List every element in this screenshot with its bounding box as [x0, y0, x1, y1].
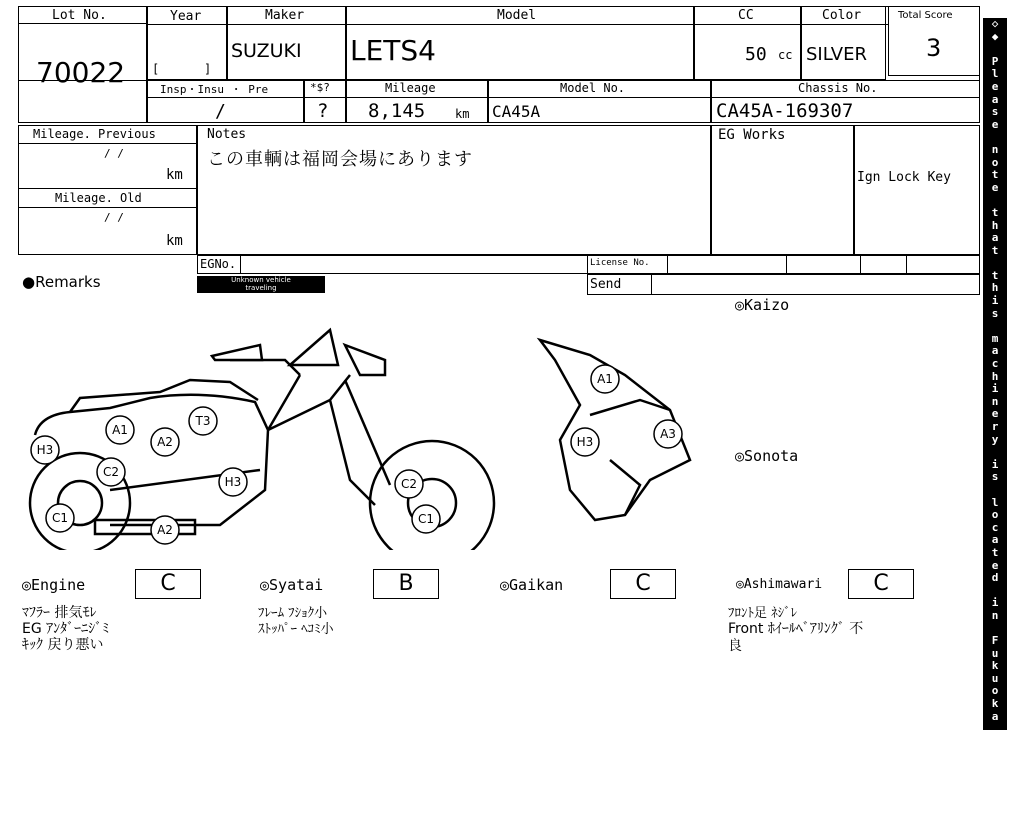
sidebar-char: i: [991, 457, 999, 471]
license-sep-2: [786, 255, 787, 274]
color-value: SILVER: [806, 44, 867, 65]
sidebar-char: [983, 786, 1007, 799]
mark-h3-front: [571, 428, 599, 456]
lot-label-divider: [18, 23, 147, 24]
mark-h3-rear-text: H3: [36, 443, 54, 457]
mileage-unit: km: [455, 107, 470, 121]
sidebar-char: a: [991, 231, 999, 245]
sidebar-char: i: [991, 596, 999, 610]
cc-value: 50: [745, 44, 767, 65]
license-sep-3: [860, 255, 861, 274]
score-label: Total Score: [898, 10, 953, 21]
sidebar-char: s: [991, 470, 999, 484]
badge-line2: traveling: [245, 284, 277, 292]
license-sep-4: [906, 255, 907, 274]
mark-c1-front: [412, 505, 440, 533]
mileage-old-divider: [18, 207, 197, 208]
syatai-note-2: ｽﾄｯﾊﾟｰ ﾍｺﾐ小: [258, 622, 334, 637]
sidebar-char: t: [991, 545, 999, 559]
lot-label: Lot No.: [52, 8, 107, 23]
engine-note-1: ﾏﾌﾗｰ 排気ﾓﾚ: [22, 605, 97, 621]
sidebar-char: y: [991, 432, 999, 446]
mileage-label: Mileage: [385, 81, 436, 95]
sidebar-char: n: [991, 142, 999, 156]
score-value: 3: [926, 34, 942, 62]
fork: [345, 380, 390, 485]
sidebar-char: s: [991, 306, 999, 320]
syatai-grade: B: [373, 569, 439, 599]
mark-t3: [189, 407, 217, 435]
sidebar-char: e: [991, 79, 999, 93]
sidebar-char: Y: [991, 734, 999, 748]
sidebar-char: e: [991, 407, 999, 421]
ashimawari-note-3: 良: [728, 638, 742, 654]
sidebar-char: d: [991, 772, 999, 786]
chassis-value: CA45A-169307: [716, 100, 854, 122]
model-value: LETS4: [350, 34, 436, 67]
sidebar-char: l: [991, 495, 999, 509]
mileage-prev-divider: [18, 143, 197, 144]
eg-works-panel: [711, 125, 854, 255]
mark-c2-rear: [97, 458, 125, 486]
sidebar-char: o: [991, 684, 999, 698]
model-label: Model: [497, 8, 537, 23]
mileage-old-date: / /: [104, 211, 124, 224]
engine-note-2: EG ｱﾝﾀﾞｰﾆｼﾞﾐ: [22, 621, 110, 637]
mark-c1-rear: [46, 504, 74, 532]
kaizo-label: ◎Kaizo: [735, 296, 790, 314]
sidebar-char: i: [991, 294, 999, 308]
gaikan-grade: C: [610, 569, 676, 599]
mileage-value: 8,145: [368, 100, 426, 122]
engine-grade: C: [135, 569, 201, 599]
eg-works-label: EG Works: [718, 127, 786, 143]
sidebar-char: t: [991, 205, 999, 219]
sidebar-char: a: [991, 344, 999, 358]
mark-h3-mid-text: H3: [224, 475, 242, 489]
row2-label-divider: [147, 97, 980, 98]
sidebar-char: a: [991, 709, 999, 723]
ign-panel: [854, 125, 980, 255]
mark-a2-side-text: A2: [157, 435, 173, 449]
license-sep-1: [667, 255, 668, 274]
remarks-label: ●Remarks: [22, 273, 101, 291]
mark-t3-text: T3: [195, 414, 211, 428]
mark-a2-side: [151, 428, 179, 456]
sidebar-char: h: [991, 218, 999, 232]
location-notice-bar: [983, 17, 1007, 824]
color-label: Color: [822, 8, 862, 23]
sidebar-char: c: [991, 357, 999, 371]
mileage-prev-unit: km: [166, 167, 183, 183]
mark-a1-side: [106, 416, 134, 444]
sidebar-char: r: [991, 760, 999, 774]
mark-a2-muffler: [151, 516, 179, 544]
badge-line1: Unknown vehicle: [231, 276, 291, 284]
sidebar-char: [983, 257, 1007, 270]
sidebar-char: [983, 723, 1007, 736]
mark-c2-front-text: C2: [400, 477, 418, 491]
sidebar-char: k: [991, 659, 999, 673]
sidebar-char: l: [991, 67, 999, 81]
sidebar-char: P: [991, 54, 999, 68]
front-lower: [610, 460, 640, 515]
mark-a3-front: [654, 420, 682, 448]
sidebar-char: m: [991, 331, 999, 345]
front-guard: [345, 345, 385, 375]
cc-label: CC: [738, 8, 754, 23]
sidebar-char: s: [991, 105, 999, 119]
sidebar-char: ◇: [991, 810, 999, 824]
sidebar-char: h: [991, 369, 999, 383]
maker-label: Maker: [265, 8, 305, 23]
egno-label: EGNo.: [200, 257, 237, 271]
mark-a3-front-text: A3: [660, 427, 676, 441]
sidebar-char: t: [991, 243, 999, 257]
notes-text: この車輌は福岡会場にあります: [207, 149, 473, 170]
egno-divider: [240, 255, 241, 274]
ashimawari-grade: C: [848, 569, 914, 599]
syatai-note-1: ﾌﾚｰﾑ ﾌｼｮｸ小: [258, 606, 328, 621]
main-frame: [230, 360, 375, 505]
mark-h3-front-text: H3: [576, 435, 594, 449]
mark-h3-rear: [31, 436, 59, 464]
mark-c2-front: [395, 470, 423, 498]
mark-a1-front-text: A1: [597, 372, 613, 386]
headlight-shield: [290, 330, 338, 365]
mark-a1-front: [591, 365, 619, 393]
mileage-prev-date: / /: [104, 147, 124, 160]
ashimawari-note-2: Front ﾎｲｰﾙﾍﾞｱﾘﾝｸﾞ 不: [728, 621, 864, 637]
sidebar-char: n: [991, 608, 999, 622]
sidebar-char: [983, 43, 1007, 56]
sidebar-char: i: [991, 382, 999, 396]
muffler: [95, 520, 195, 534]
notes-label: Notes: [207, 127, 247, 142]
send-divider: [651, 274, 652, 295]
sidebar-char: e: [991, 558, 999, 572]
mark-c1-rear-text: C1: [51, 511, 69, 525]
model-no-label: Model No.: [560, 81, 626, 95]
price-value: ?: [317, 100, 329, 122]
mileage-old-label: Mileage. Old: [55, 191, 142, 205]
price-label: *$?: [310, 81, 330, 94]
sidebar-char: e: [991, 117, 999, 131]
location-notice-text: [983, 18, 1007, 824]
sidebar-char: o: [991, 508, 999, 522]
handle-grip: [212, 345, 262, 360]
sidebar-char: a: [991, 92, 999, 106]
ign-label: Ign Lock Key: [857, 170, 951, 185]
sidebar-char: a: [991, 747, 999, 761]
sidebar-char: ◇: [991, 17, 999, 30]
license-label: License No.: [590, 258, 650, 268]
year-bracket-close: ]: [204, 62, 212, 76]
maker-value: SUZUKI: [231, 40, 302, 62]
body-shell: [35, 395, 268, 525]
sidebar-char: c: [991, 520, 999, 534]
sidebar-char: [983, 320, 1007, 333]
sidebar-char: u: [991, 671, 999, 685]
sidebar-char: r: [991, 420, 999, 433]
mark-a2-muffler-text: A2: [157, 523, 173, 537]
mark-c1-front-text: C1: [417, 512, 435, 526]
send-label: Send: [590, 277, 622, 292]
mileage-mid-divider: [18, 188, 197, 189]
sidebar-char: k: [991, 697, 999, 711]
scooter-damage-diagram: [0, 320, 720, 550]
sidebar-char: [983, 484, 1007, 497]
sidebar-char: t: [991, 168, 999, 182]
sidebar-char: ◆: [991, 797, 999, 811]
sidebar-char: t: [991, 268, 999, 282]
sidebar-char: o: [991, 155, 999, 169]
year-bracket-open: [: [152, 62, 160, 76]
cc-unit: cc: [778, 48, 793, 62]
header-label-divider: [147, 24, 888, 25]
model-no-value: CA45A: [492, 102, 541, 121]
ashimawari-note-1: ﾌﾛﾝﾄ足 ﾈｼﾞﾚ: [728, 606, 798, 621]
engine-label: ◎Engine: [22, 576, 86, 594]
lot-value: 70022: [36, 56, 126, 89]
ashimawari-label: ◎Ashimawari: [736, 577, 823, 592]
sidebar-char: n: [991, 394, 999, 408]
mileage-old-unit: km: [166, 233, 183, 249]
sidebar-char: a: [991, 533, 999, 547]
mark-h3-mid: [219, 468, 247, 496]
gaikan-label: ◎Gaikan: [500, 576, 564, 594]
sidebar-char: d: [991, 571, 999, 585]
engine-note-3: ｷｯｸ 戻り悪い: [22, 637, 104, 653]
sidebar-char: e: [991, 180, 999, 194]
sidebar-char: F: [991, 634, 999, 648]
mileage-prev-label: Mileage. Previous: [33, 127, 156, 141]
sidebar-char: [983, 446, 1007, 459]
sidebar-char: h: [991, 281, 999, 295]
syatai-label: ◎Syatai: [260, 576, 324, 594]
insp-value: /: [215, 101, 226, 122]
send-cell: [587, 274, 980, 295]
insp-label: Insp・Insu ・ Pre: [160, 83, 269, 96]
front-wheel: [370, 441, 494, 550]
mark-c2-rear-text: C2: [102, 465, 120, 479]
sonota-label: ◎Sonota: [735, 447, 799, 465]
year-label: Year: [170, 9, 202, 24]
mark-a1-side-text: A1: [112, 423, 128, 437]
sidebar-char: u: [991, 646, 999, 660]
sidebar-char: ◆: [991, 29, 999, 43]
chassis-label: Chassis No.: [798, 81, 878, 95]
unknown-travel-badge: [197, 276, 325, 293]
